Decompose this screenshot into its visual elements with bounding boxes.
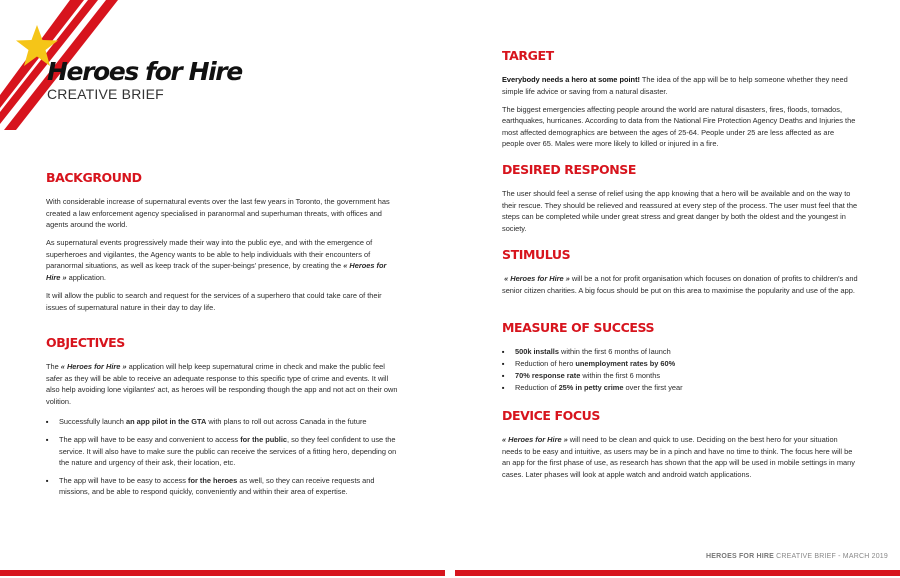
right-page — [450, 0, 900, 578]
stimulus-paragraph: « Heroes for Hire » will be a not for profit organisation which focuses on donation of profits to children's and senior citizen charities. A big focus should be put on this area to maximise the popularity and use of the app. — [502, 274, 858, 295]
desired-response-section — [502, 162, 858, 241]
stimulus-heading: STIMULUS — [502, 247, 571, 262]
desired-response-heading: DESIRED RESPONSE — [502, 162, 637, 177]
background-paragraph: It will allow the public to search and request for the services of a superhero that could take care of their issues of supernatural nature in their day to day life. — [46, 291, 382, 312]
background-paragraph: As supernatural events progressively made their way into the public eye, and with the emergence of superheroes and vigilantes, the Agency wants to be able to help individuals with their encounters of paranormal situations, as well as keep track of the super-beings' presence, by creating the « Heroes for Hire » application. — [46, 238, 387, 283]
list-item: ■ Reduction of hero unemployment rates by 60% — [502, 358, 858, 370]
list-item: ■ Reduction of 25% in petty crime over the first year — [502, 382, 858, 394]
list-item: ■ Successfully launch an app pilot in the GTA with plans to roll out across Canada in the future — [46, 416, 402, 428]
list-item: ■ 500k installs within the first 6 months of launch — [502, 346, 858, 358]
device-focus-paragraph: « Heroes for Hire » will need to be clean and quick to use. Deciding on the best hero for your situation needs to be easy and intuitive, as users may be in a pinch and have no time to think. The focus here will be an app for the first phase of use, as research has shown that the app will be used in mobile settings in many cases. Later phases will look at apple watch and android watch applications. — [502, 435, 855, 479]
success-section — [502, 320, 858, 394]
list-item: ■ The app will have to be easy and convenient to access for the public, so they feel confident to use the service. It will also have to make sure the public can receive the services of a fitting hero, depending on the nature and urgency of their ask, their location, etc. — [46, 434, 402, 469]
target-paragraph: Everybody needs a hero at some point! The idea of the app will be to help someone whether they need simple life advice or saving from a natural disaster. — [502, 75, 848, 96]
brand-subtitle: CREATIVE BRIEF — [47, 86, 164, 102]
desired-response-paragraph: The user should feel a sense of relief using the app knowing that a hero will be available and on the way to their rescue. They should be relieved and reassured at every step of the process. The user must feel that the steps can be completed while under great stress and great danger by both the oldest and the youngest in society. — [502, 189, 858, 233]
brand-title: Heroes for Hire — [47, 57, 242, 86]
footer-bar-right — [455, 570, 900, 576]
footer-credit: HEROES FOR HIRE CREATIVE BRIEF - MARCH 2019 — [706, 553, 888, 560]
objectives-paragraph: The « Heroes for Hire » application will help keep supernatural crime in check and make the public feel safer as they will be able to receive an adequate response to this specific type of crime and events. It will also help avoiding lone vigilantes' act, as heroes will be responding though the app and not act on their own volition. — [46, 362, 398, 406]
device-focus-section — [502, 408, 858, 487]
background-section — [46, 170, 402, 320]
objectives-section — [46, 335, 402, 504]
objectives-heading: OBJECTIVES — [46, 335, 125, 350]
list-item: ■ The app will have to be easy to access for the heroes as well, so they can receive requests and missions, and be able to respond quickly, conveniently and within their area of expertise. — [46, 475, 402, 498]
stimulus-section — [502, 247, 858, 303]
device-focus-heading: DEVICE FOCUS — [502, 408, 600, 423]
background-paragraph: With considerable increase of supernatural events over the last few years in Toronto, the government has created a law enforcement agency specialised in paranormal and superhuman threats, with offices and agents around the world. — [46, 197, 390, 230]
background-heading: BACKGROUND — [46, 170, 142, 185]
target-paragraph: The biggest emergencies affecting people around the world are natural disasters, fires, floods, tornados, earthquakes, hurricanes. According to data from the National Fire Protection Agency Deaths and Injuries the most affected demographics are between the ages of 25-64. People under 25 are less affected as are people over 65. Males were more likely to killed or injured in a fire. — [502, 104, 856, 149]
success-heading: MEASURE OF SUCCESS — [502, 320, 655, 335]
target-section — [502, 48, 858, 157]
footer-bar-left — [0, 570, 445, 576]
objectives-list — [46, 416, 402, 498]
success-list — [502, 346, 858, 394]
list-item: ■ 70% response rate within the first 6 months — [502, 370, 858, 382]
brand-block — [47, 57, 242, 102]
target-heading: TARGET — [502, 48, 554, 63]
